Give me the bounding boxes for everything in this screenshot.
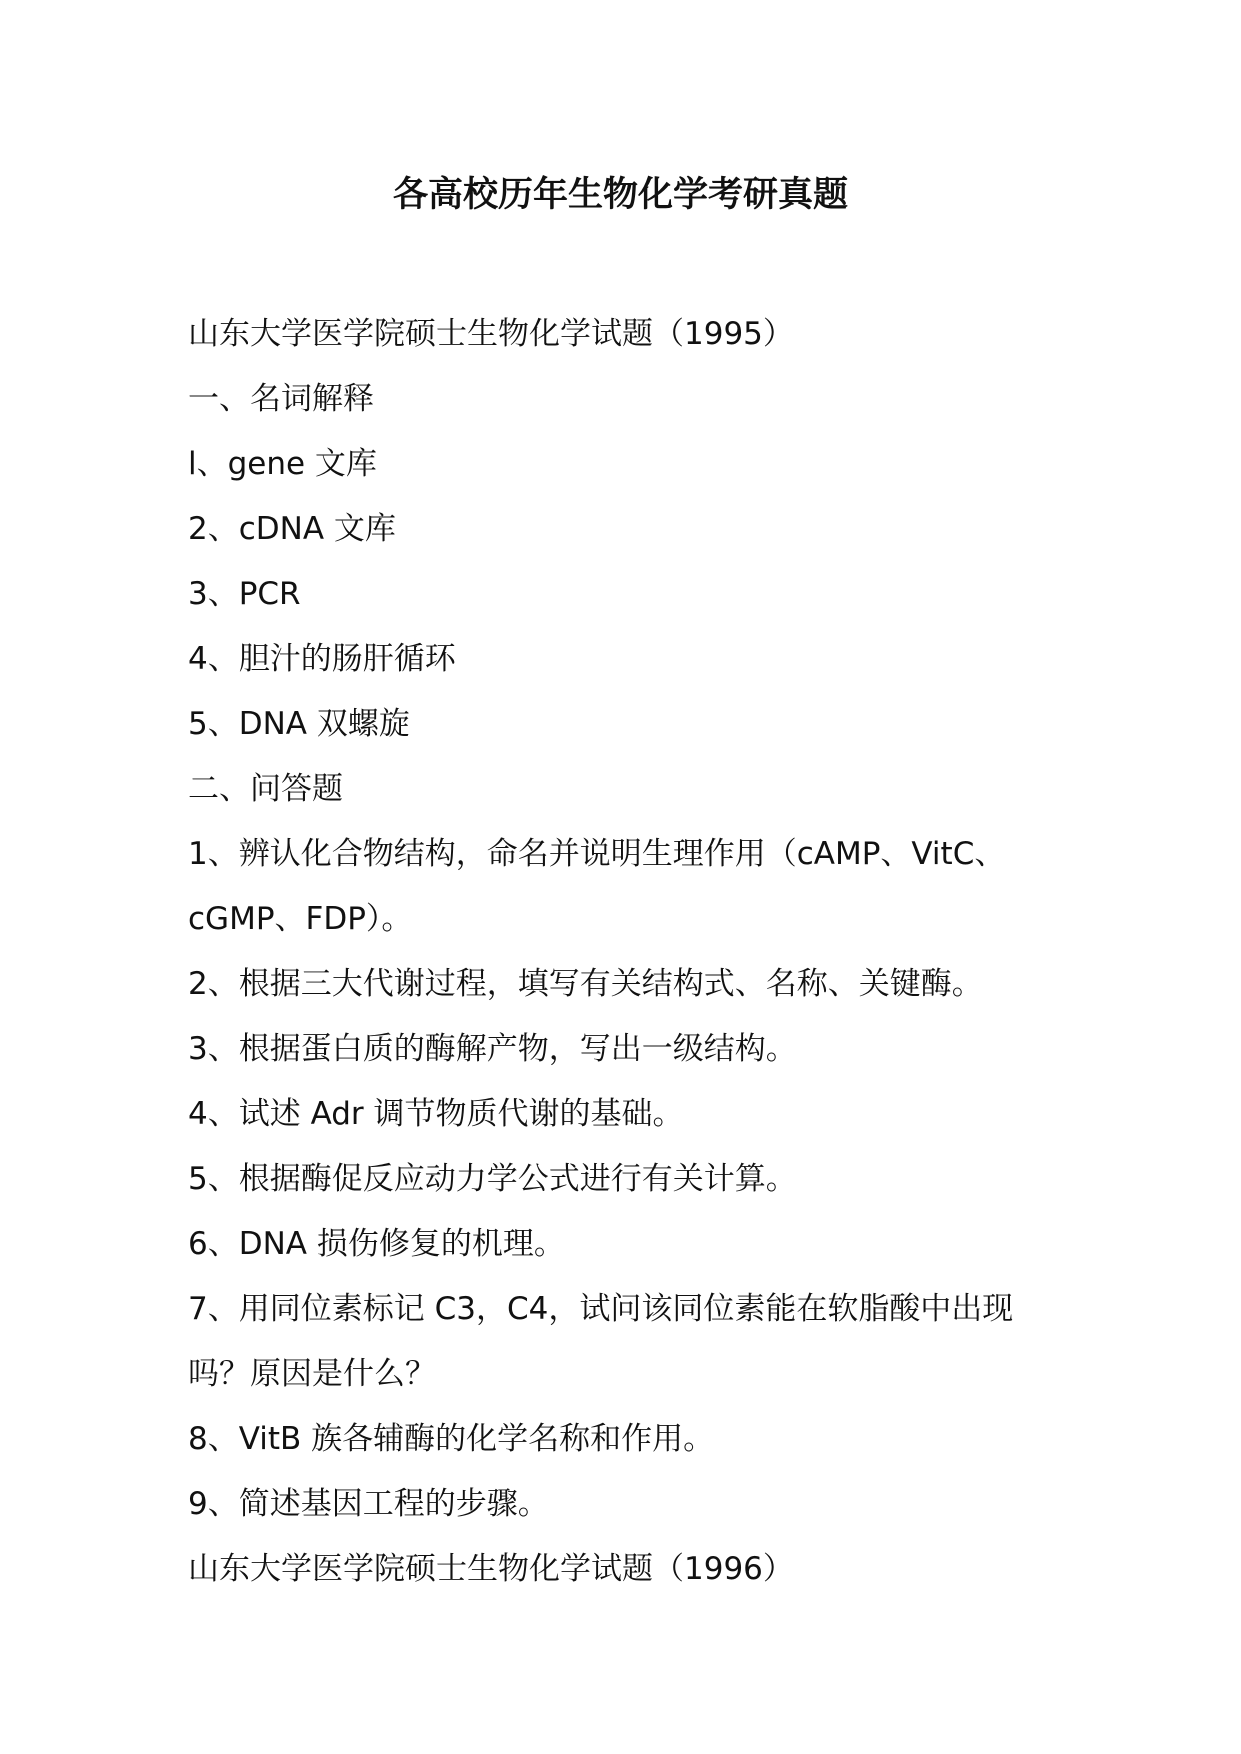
- exam-heading-1995: 山东大学医学院硕士生物化学试题（1995）: [188, 316, 794, 352]
- question-item: 2、根据三大代谢过程，填写有关结构式、名称、关键酶。: [188, 966, 983, 1002]
- question-item: 7、用同位素标记 C3，C4，试问该同位素能在软脂酸中出现: [188, 1291, 1014, 1327]
- question-item: 4、试述 Adr 调节物质代谢的基础。: [188, 1096, 684, 1132]
- term-item: 2、cDNA 文库: [188, 511, 396, 547]
- term-item: 5、DNA 双螺旋: [188, 706, 410, 742]
- question-item: 5、根据酶促反应动力学公式进行有关计算。: [188, 1161, 797, 1197]
- exam-heading-1996: 山东大学医学院硕士生物化学试题（1996）: [188, 1551, 794, 1587]
- question-item: 6、DNA 损伤修复的机理。: [188, 1226, 565, 1262]
- document-body: [188, 302, 1078, 1602]
- term-item: 3、PCR: [188, 576, 301, 612]
- question-item: 9、简述基因工程的步骤。: [188, 1486, 549, 1522]
- term-item: l、gene 文库: [188, 446, 377, 482]
- term-item: 4、胆汁的肠肝循环: [188, 641, 456, 677]
- section-heading-terms: 一、名词解释: [188, 381, 374, 417]
- document-title: 各高校历年生物化学考研真题: [392, 175, 848, 215]
- question-item: 8、VitB 族各辅酶的化学名称和作用。: [188, 1421, 715, 1457]
- question-item: 3、根据蛋白质的酶解产物，写出一级结构。: [188, 1031, 797, 1067]
- question-item-continued: cGMP、FDP）。: [188, 901, 413, 937]
- question-item: 1、辨认化合物结构，命名并说明生理作用（cAMP、VitC、: [188, 836, 1006, 872]
- section-heading-questions: 二、问答题: [188, 771, 343, 807]
- question-item-continued: 吗？原因是什么？: [188, 1356, 436, 1392]
